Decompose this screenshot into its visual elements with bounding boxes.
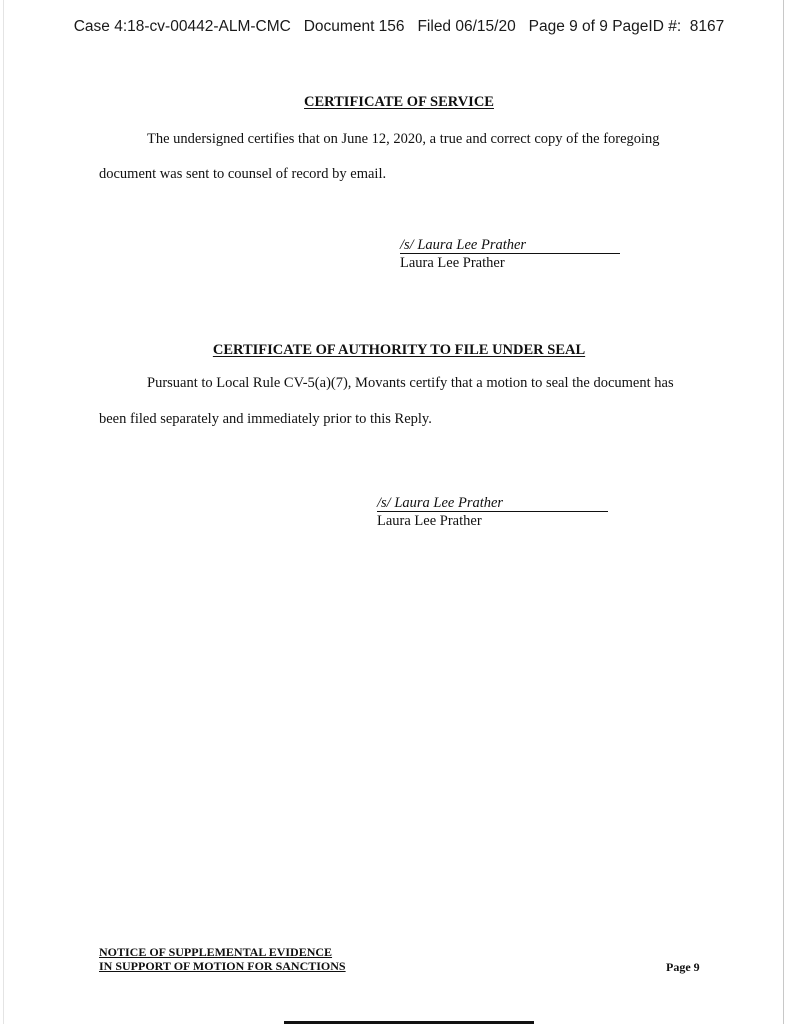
service-signature: /s/ Laura Lee Prather [400,237,620,254]
authority-signature-block [377,495,608,530]
footer-document-title [99,945,346,973]
authority-paragraph-line-2: been filed separately and immediately prior to this Reply. [99,411,432,427]
service-paragraph-line-1: The undersigned certifies that on June 12, 2020, a true and correct copy of the foregoing [147,131,660,147]
footer-page-number: Page 9 [666,960,700,974]
page-left-edge [3,0,4,1024]
certificate-of-service-heading: CERTIFICATE OF SERVICE [304,94,494,110]
page-right-edge [783,0,784,1024]
authority-paragraph-line-1: Pursuant to Local Rule CV-5(a)(7), Movants certify that a motion to seal the document has [147,375,674,391]
certificate-of-authority-heading: CERTIFICATE OF AUTHORITY TO FILE UNDER SEAL [212,342,586,358]
service-signature-block [400,237,620,272]
authority-signature: /s/ Laura Lee Prather [377,495,608,512]
footer-title-line-2: IN SUPPORT OF MOTION FOR SANCTIONS [99,959,346,973]
service-signer-name: Laura Lee Prather [400,255,505,271]
footer-title-line-1: NOTICE OF SUPPLEMENTAL EVIDENCE [99,945,333,959]
authority-signer-name: Laura Lee Prather [377,513,482,529]
case-header-stamp: Case 4:18-cv-00442-ALM-CMC Document 156 Filed 06/15/20 Page 9 of 9 PageID #: 8167 [73,18,725,35]
service-paragraph-line-2: document was sent to counsel of record by email. [99,166,387,182]
